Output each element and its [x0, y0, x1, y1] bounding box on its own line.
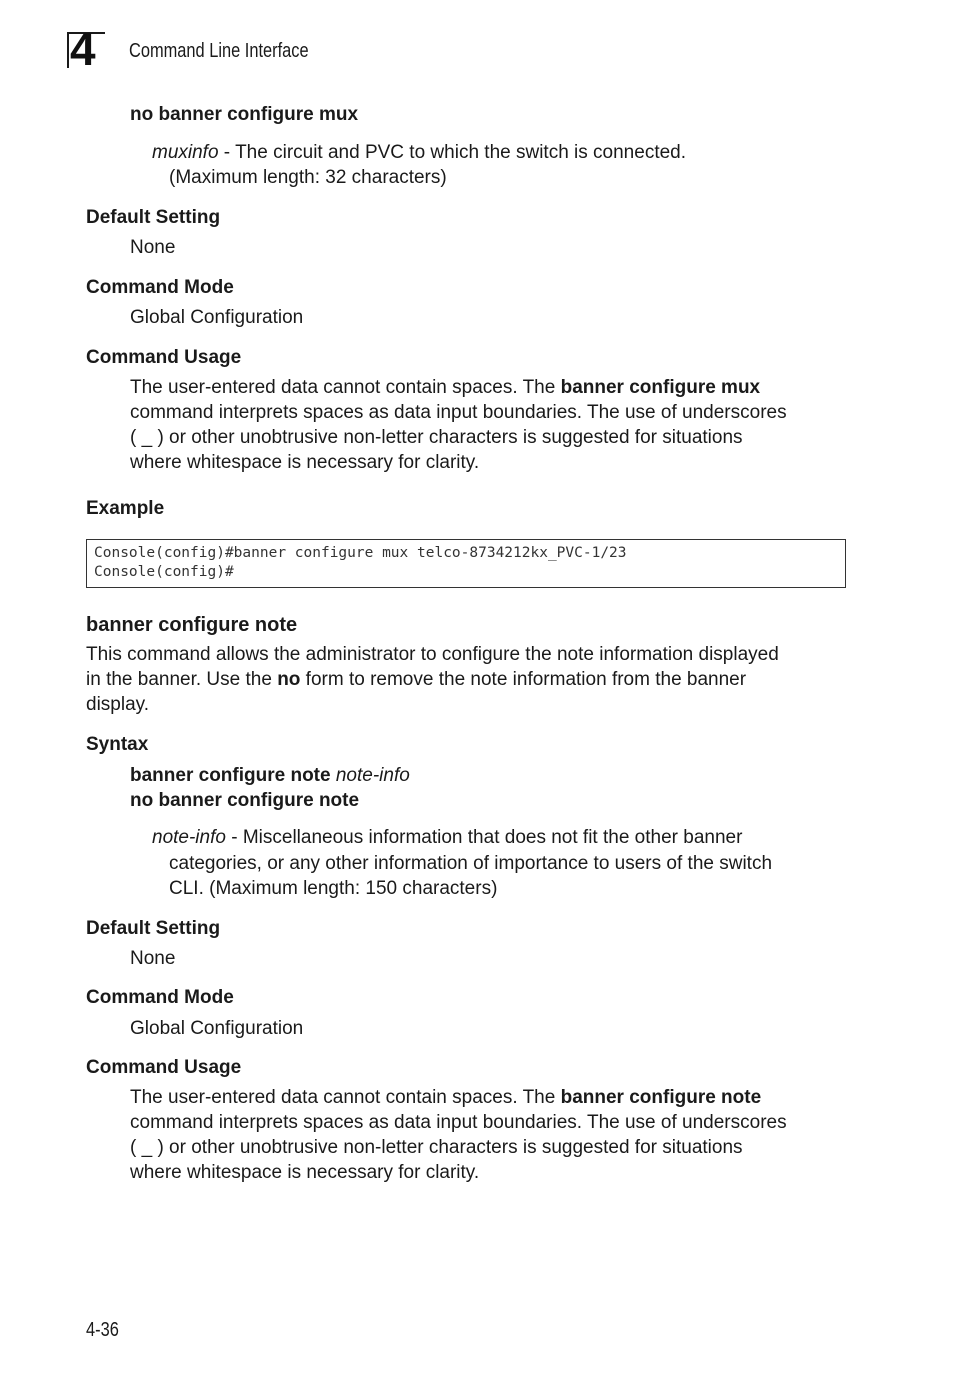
syntax-argument: note-info	[335, 765, 410, 786]
usage-line: command interprets spaces as data input boundaries. The use of underscores	[130, 1112, 787, 1133]
code-line: Console(config)#	[94, 564, 234, 580]
param-desc-cont: CLI. (Maximum length: 150 characters)	[169, 878, 498, 899]
section-intro	[86, 642, 866, 717]
usage-line: ( _ ) or other unobtrusive non-letter characters is suggested for situations	[130, 1137, 743, 1158]
usage-line: command interprets spaces as data input boundaries. The use of underscores	[130, 402, 787, 423]
command-mode-heading: Command Mode	[86, 277, 234, 298]
intro-text: form to remove the note information from the banner	[300, 669, 747, 690]
usage-line	[130, 375, 850, 400]
example-code-block	[86, 539, 846, 588]
param-note-info	[152, 825, 742, 850]
command-usage-heading: Command Usage	[86, 1057, 242, 1078]
default-setting-heading: Default Setting	[86, 207, 221, 228]
command-usage-heading: Command Usage	[86, 347, 242, 368]
intro-line	[86, 667, 866, 692]
syntax-command: banner configure note	[130, 765, 331, 786]
syntax-no-mux: no banner configure mux	[130, 104, 359, 125]
command-usage-text	[130, 375, 850, 475]
running-header-title: Command Line Interface	[129, 40, 309, 62]
usage-command: banner configure mux	[560, 377, 761, 398]
code-line: Console(config)#banner configure mux telco-8734212kx_PVC-1/23	[94, 545, 627, 561]
param-desc-cont: (Maximum length: 32 characters)	[169, 167, 447, 188]
intro-line: This command allows the administrator to configure the note information displayed	[86, 644, 779, 665]
param-desc: - The circuit and PVC to which the switch is connected.	[218, 142, 687, 163]
default-setting-value: None	[130, 237, 176, 258]
usage-command: banner configure note	[560, 1087, 762, 1108]
command-mode-value: Global Configuration	[130, 1018, 304, 1039]
usage-line: ( _ ) or other unobtrusive non-letter characters is suggested for situations	[130, 427, 743, 448]
section-title: banner configure note	[86, 614, 298, 636]
usage-text: The user-entered data cannot contain spaces. The	[130, 377, 561, 398]
command-mode-heading: Command Mode	[86, 987, 234, 1008]
param-name: note-info	[152, 827, 226, 848]
page-number: 4-36	[86, 1319, 119, 1341]
param-name: muxinfo	[152, 142, 219, 163]
default-setting-heading: Default Setting	[86, 918, 221, 939]
example-heading: Example	[86, 498, 165, 519]
usage-line	[130, 1085, 850, 1110]
usage-text: The user-entered data cannot contain spaces. The	[130, 1087, 561, 1108]
param-desc-cont: categories, or any other information of importance to users of the switch	[169, 853, 773, 874]
usage-line: where whitespace is necessary for clarity.	[130, 452, 480, 473]
intro-line: display.	[86, 694, 150, 715]
default-setting-value: None	[130, 948, 176, 969]
syntax-no-note: no banner configure note	[130, 790, 360, 811]
chapter-number: 4	[70, 23, 96, 75]
syntax-heading: Syntax	[86, 734, 149, 755]
syntax-line	[130, 763, 410, 788]
usage-line: where whitespace is necessary for clarity.	[130, 1162, 480, 1183]
command-usage-text	[130, 1085, 850, 1185]
intro-keyword: no	[277, 669, 301, 690]
intro-text: in the banner. Use the	[86, 669, 278, 690]
command-mode-value: Global Configuration	[130, 307, 304, 328]
param-muxinfo	[152, 140, 686, 165]
param-desc: - Miscellaneous information that does not fit the other banner	[225, 827, 743, 848]
